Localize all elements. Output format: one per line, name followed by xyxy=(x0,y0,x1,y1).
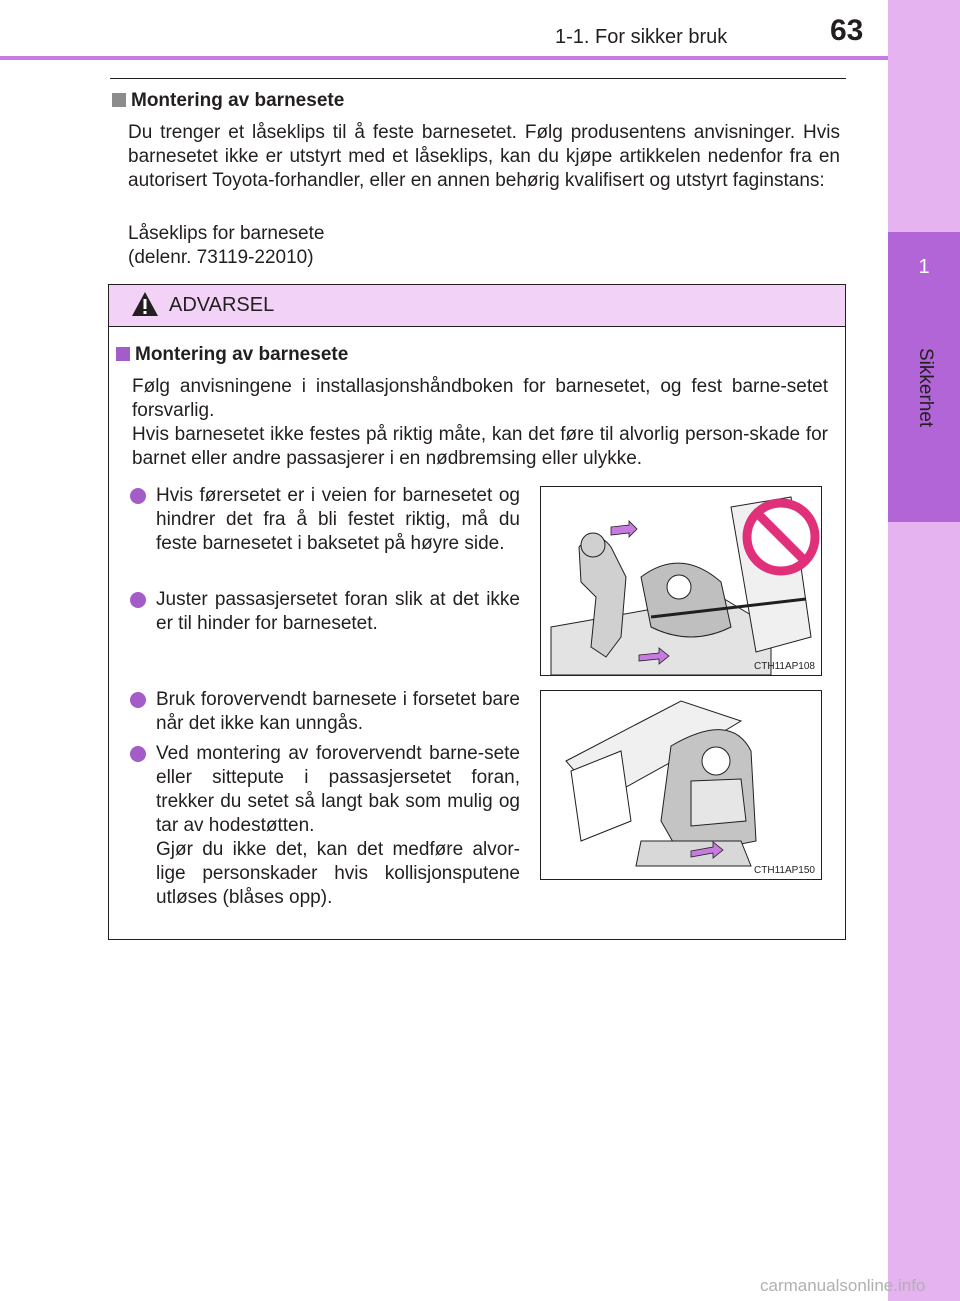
warning-label: ADVARSEL xyxy=(169,294,275,316)
chapter-tab[interactable] xyxy=(888,232,960,522)
square-bullet-icon xyxy=(116,347,130,361)
chapter-number: 1 xyxy=(918,256,930,278)
warning-triangle-icon xyxy=(131,291,159,317)
figure-rear-facing-seat xyxy=(540,486,822,676)
page-number: 63 xyxy=(830,14,864,47)
intro-heading: Montering av barnesete xyxy=(112,90,344,112)
intro-body: Du trenger et låseklips til å feste barnesetet. Følg produsentens anvisninger. Hvis barnesetet ikke er utstyrt med et låseklips, kan du kjøpe artikkelen nedenfor fra en autorisert Toyota-forhandler, eller en annen behørig kvalifisert og utstyrt faginstans: xyxy=(128,122,840,191)
watermark: carmanualsonline.info xyxy=(760,1276,926,1295)
part-number: Låseklips for barnesete (delenr. 73119-22010) xyxy=(128,223,325,268)
section-title: 1-1. For sikker bruk xyxy=(555,26,728,48)
chapter-name: Sikkerhet xyxy=(915,348,936,428)
bullet-dot-icon xyxy=(130,592,146,608)
bullet-dot-icon xyxy=(130,746,146,762)
bullet-dot-icon xyxy=(130,692,146,708)
square-bullet-icon xyxy=(112,93,126,107)
figure-forward-facing-seat xyxy=(540,690,822,880)
rear-facing-child-seat-illustration xyxy=(541,487,821,675)
forward-facing-child-seat-illustration xyxy=(541,691,821,879)
warning-body: Følg anvisningene i installasjonshåndboken for barnesetet, og fest barne-setet forsvarlig. Hvis barnesetet ikke festes på riktig måte, kan det føre til alvorlig person-skade for barnet eller andre passasjerer i en nødbremsing eller ulykke. xyxy=(132,376,828,469)
warning-header xyxy=(109,285,845,327)
side-band xyxy=(888,0,960,1301)
content-rule xyxy=(110,78,846,79)
figure-code: CTH11AP150 xyxy=(754,865,815,876)
bullet-dot-icon xyxy=(130,488,146,504)
warning-heading: Montering av barnesete xyxy=(116,344,348,366)
header-rule xyxy=(0,56,888,60)
figure-code: CTH11AP108 xyxy=(754,661,815,672)
